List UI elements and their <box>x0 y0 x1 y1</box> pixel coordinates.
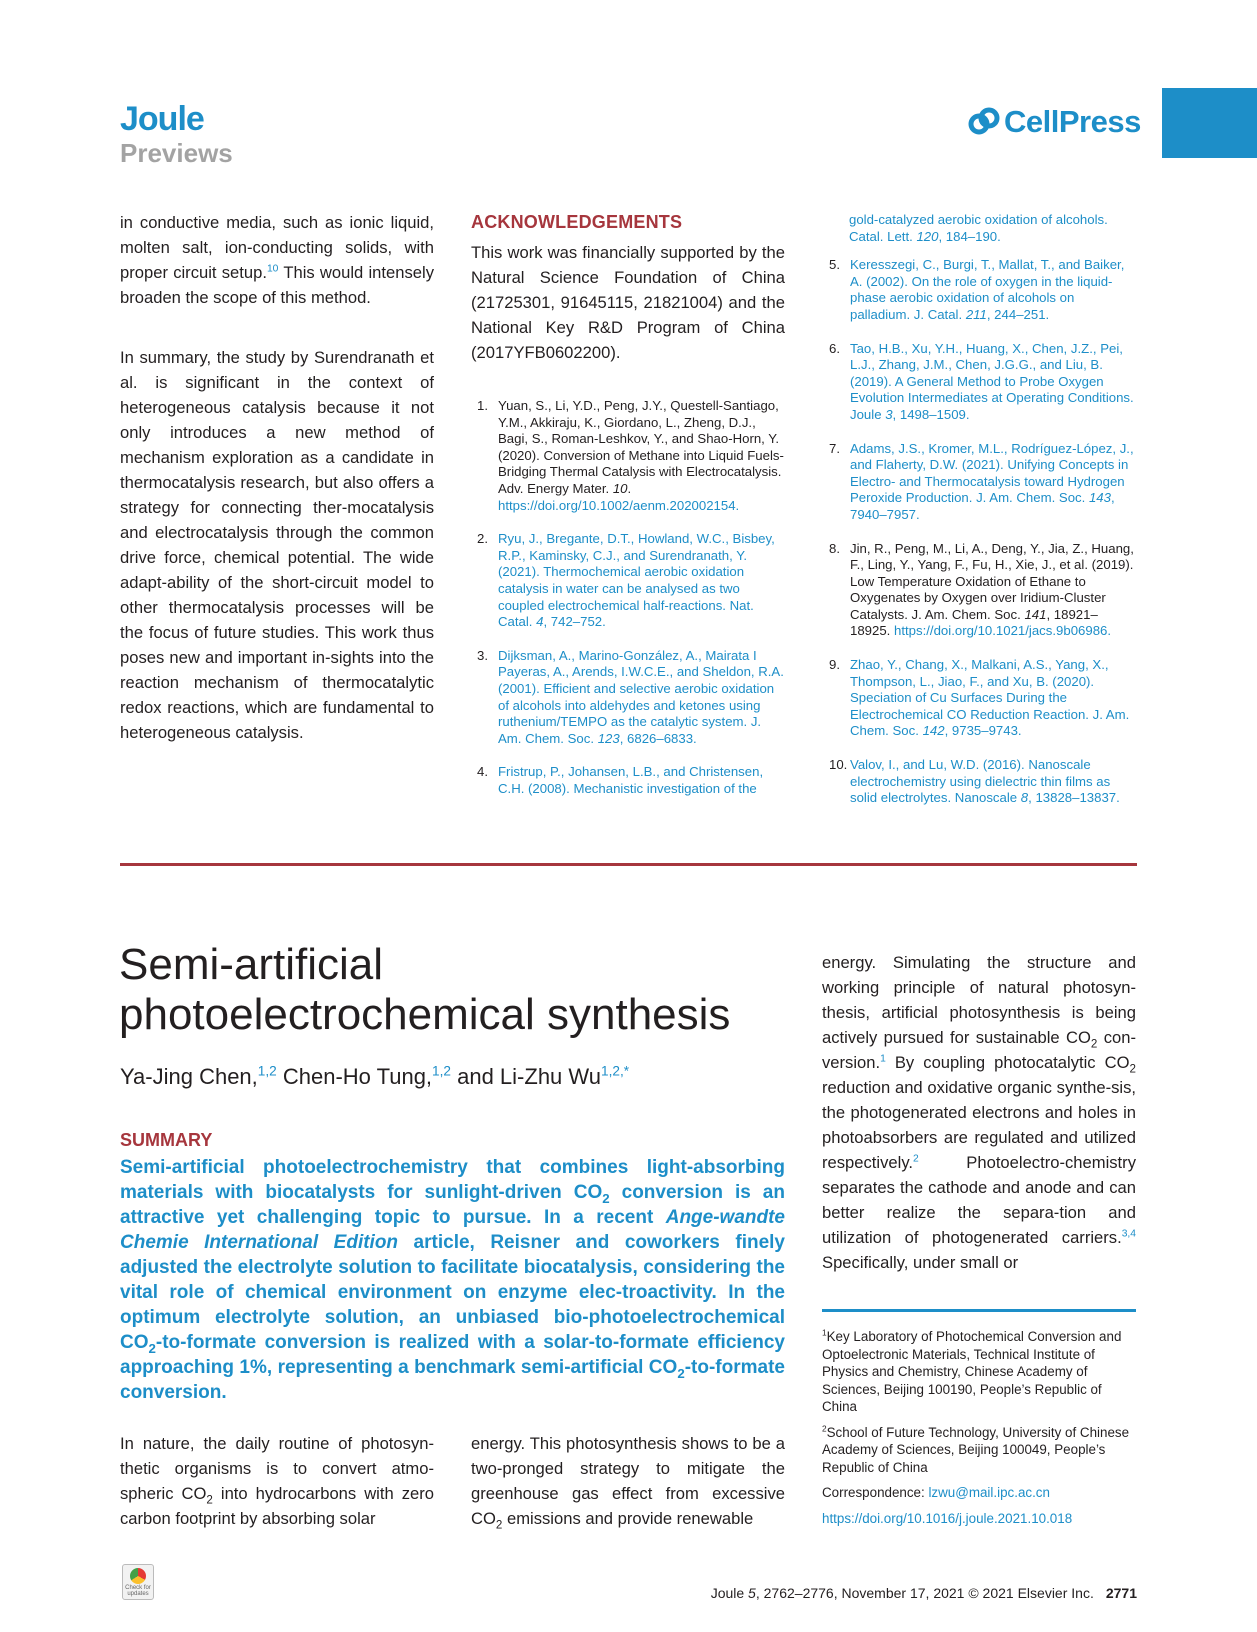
paragraph: In summary, the study by Surendranath et al. is significant in the context of heterogeneous catalysis because it not only introduces a new method of mechanism exploration as a candidate in thermocatalysis research, but also offers a strategy for connecting ther-mocatalysis and electrocatalysis through the common drive force, chemical potential. The wide adapt-ability of the short-circuit model to other thermocatalysis processes will be the focus of future studies. This work thus poses new and important in-sights into the reaction mechanism of thermocatalytic redox reactions, which are fundamental to heterogeneous catalysis. <box>120 348 434 742</box>
acknowledgements-text: This work was financially supported by the Natural Science Foundation of China (21725301, 91645115, 21821004) and the National Key R&D Program of China (2017YFB0602200). <box>471 243 785 362</box>
citation-link[interactable]: 10 <box>266 263 279 275</box>
publisher-name: CellPress <box>1004 104 1141 139</box>
citation-link[interactable]: 1 <box>880 1053 886 1065</box>
paragraph: in conductive media, such as ionic liquid, molten salt, ion-conducting solids, with proper circuit setup.$^{10}$ This would intensely broaden the scope of this method. <box>120 213 434 307</box>
page-number: 2771 <box>1105 1585 1137 1601</box>
doi-link[interactable]: https://doi.org/10.1002/aenm.202002154. <box>498 497 740 513</box>
affiliation-2: $^2$School of Future Technology, University of Chinese Academy of Sciences, Beijing 100049, People’s Republic of China <box>822 1423 1130 1475</box>
reference-list <box>829 212 1136 824</box>
check-for-updates-badge[interactable]: Check for updates <box>122 1564 154 1600</box>
reference-item-continued[interactable]: gold-catalyzed aerobic oxidation of alcohols. Catal. Lett. 120, 184–190. <box>849 212 1108 244</box>
affiliation-link[interactable]: 1,2,* <box>601 1063 630 1079</box>
preview-text-column <box>120 210 434 745</box>
author-list: Ya-Jing Chen,$^{1,2}$ Chen-Ho Tung,$^{1,2}$ and Li-Zhu $Wu^{1,2,*}$ <box>120 1063 630 1089</box>
paragraph: energy. Simulating the structure and working principle of natural photosyn-thesis, artificial photosynthesis is being actively pursued for sustainable $CO_2$ con-version.$^1$ By coupling photocatalytic $CO_2$ reduction and oxidative organic synthe-sis, the photogenerated electrons and holes in photoabsorbers are regulated and utilized respectively.$^2$ Photoelectro-chemistry separates the cathode and anode and can better realize the separa-tion and utilization of photogenerated carriers.$^{3,4}$ Specifically, under small or <box>822 953 1137 1272</box>
affiliation-link[interactable]: 1,2 <box>257 1063 277 1079</box>
check-updates-icon <box>130 1568 146 1584</box>
affiliation-link[interactable]: 1,2 <box>432 1063 451 1079</box>
reference-list <box>477 398 786 814</box>
reference-item[interactable]: 4. Fristrup, P., Johansen, L.B., and Christensen, C.H. (2008). Mechanistic investigation of the <box>477 764 764 796</box>
reference-item[interactable]: 6. Tao, H.B., Xu, Y.H., Huang, X., Chen, J.Z., Pei, L.J., Zhang, J.M., Chen, J.G.G., and Liu, B. (2019). A General Method to Probe Oxygen Evolution Intermediates at Operating Conditions. Joule 3, 1498–1509. <box>829 340 1134 422</box>
reference-item[interactable]: 9. Zhao, Y., Chang, X., Malkani, A.S., Yang, X., Thompson, L., Jiao, F., and Xu, B. (2020). Speciation of Cu Surfaces During the Electrochemical CO Reduction Reaction. J. Am. Chem. Soc. 142, 9735–9743. <box>829 657 1130 739</box>
body-column <box>822 950 1136 1275</box>
section-name: Previews <box>120 138 233 168</box>
citation-link[interactable]: 3,4 <box>1121 1228 1136 1240</box>
body-column <box>120 1431 434 1531</box>
footnote-divider <box>822 1309 1136 1312</box>
paragraph: In nature, the daily routine of photosyn-thetic organisms is to convert atmo-spheric $CO_2$ into hydrocarbons with zero carbon footprint by absorbing solar <box>120 1434 435 1528</box>
doi <box>822 1510 1138 1528</box>
reference-item[interactable]: 3. Dijksman, A., Marino-González, A., Mairata I Payeras, A., Arends, I.W.C.E., and Sheldon, R.A. (2001). Efficient and selective aerobic oxidation of alcohols into aldehydes and ketones using ruthenium/TEMPO as the catalytic system. J. Am. Chem. Soc. 123, 6826–6833. <box>477 647 784 746</box>
affiliation-1: $^1$Key Laboratory of Photochemical Conversion and Optoelectronic Materials, Technical Institute of Physics and Chemistry, Chinese Academy of Sciences, Beijing 100190, People’s Republic of China <box>822 1327 1122 1414</box>
acknowledgements-section <box>471 210 785 365</box>
article-title: Semi-artificial photoelectrochemical synthesis <box>119 940 731 1039</box>
section-heading: ACKNOWLEDGEMENTS <box>471 212 683 232</box>
body-column <box>471 1431 785 1531</box>
publisher-logo <box>968 104 1141 140</box>
summary-text: Semi-artificial photoelectrochemistry that combines light-absorbing materials with biocatalysts for sunlight-driven $CO_2$ conversion is an attractive yet challenging topic to pursue. In a recent Ange-wandte Chemie International Edition article, Reisner and coworkers finely adjusted the electrolyte solution to facilitate biocatalysis, considering the vital role of chemical environment on enzyme elec-troactivity. In the optimum electrolyte solution, an unbiased bio-photoelectrochemical $CO_2-to$-formate conversion is realized with a solar-to-formate efficiency approaching 1%, representing a benchmark semi-artificial $CO_2-to$-formate conversion. <box>120 1157 785 1403</box>
citation-link[interactable]: 2 <box>913 1153 919 1165</box>
reference-item: 8. Jin, R., Peng, M., Li, A., Deng, Y., Jia, Z., Huang, F., Ling, Y., Yang, F., Fu, H., Xie, J., et al. (2019). Low Temperature Oxidation of Ethane to Oxygenates by Oxygen over Iridium-Cluster Catalysts. J. Am. Chem. Soc. 141, 18921–18925. https://doi.org/10.1021/jacs.9b06986. <box>829 540 1134 639</box>
journal-name: Joule <box>120 100 204 138</box>
cellpress-icon <box>968 107 1000 137</box>
reference-item[interactable]: 2. Ryu, J., Bregante, D.T., Howland, W.C., Bisbey, R.P., Kaminsky, C.J., and Surendranath, Y. (2021). Thermochemical aerobic oxidation catalysis in water can be analysed as two coupled electrochemical half-reactions. Nat. Catal. 4, 742–752. <box>477 531 775 630</box>
reference-item[interactable]: 10. Valov, I., and Lu, W.D. (2016). Nanoscale electrochemistry using dielectric thin films as solid electrolytes. Nanoscale 8, 13828–13837. <box>829 757 1120 806</box>
reference-item[interactable]: 7. Adams, J.S., Kromer, M.L., Rodríguez-López, J., and Flaherty, D.W. (2021). Unifying Concepts in Electro- and Thermocatalysis toward Hydrogen Peroxide Production. J. Am. Chem. Soc. 143, 7940–7957. <box>829 440 1134 522</box>
summary-heading: SUMMARY <box>120 1130 213 1150</box>
section-divider <box>120 863 1137 866</box>
page-tab-marker <box>1162 88 1257 158</box>
paragraph: energy. This photosynthesis shows to be a two-pronged strategy to mitigate the greenhouse gas effect from excessive $CO_2$ emissions and provide renewable <box>471 1434 785 1532</box>
reference-item[interactable]: 5. Keresszegi, C., Burgi, T., Mallat, T., and Baiker, A. (2002). On the role of oxygen in the liquid-phase aerobic oxidation of alcohols on palladium. J. Catal. 211, 244–251. <box>829 257 1125 322</box>
affiliation-footnotes <box>822 1328 1138 1535</box>
page-footer: Joule 5, 2762–2776, November 17, 2021 © 2021 Elsevier Inc. 2771 <box>710 1585 1137 1601</box>
correspondence: Correspondence: lzwu@mail.ipc.ac.cn <box>822 1485 1050 1500</box>
doi-link[interactable]: https://doi.org/10.1021/jacs.9b06986. <box>894 623 1112 639</box>
reference-item: 1. Yuan, S., Li, Y.D., Peng, J.Y., Questell-Santiago, Y.M., Akkiraju, K., Giordano, L., Zheng, D.J., Bagi, S., Roman-Leshkov, Y., and Shao-Horn, Y. (2020). Conversion of Methane into Liquid Fuels-Bridging Thermal Catalysis with Electrocatalysis. Adv. Energy Mater. 10. https://doi.org/10.1002/aenm.202002154. <box>477 398 784 513</box>
doi-link[interactable]: https://doi.org/10.1016/j.joule.2021.10.018 <box>822 1510 1073 1526</box>
email-link[interactable]: lzwu@mail.ipc.ac.cn <box>928 1485 1050 1500</box>
